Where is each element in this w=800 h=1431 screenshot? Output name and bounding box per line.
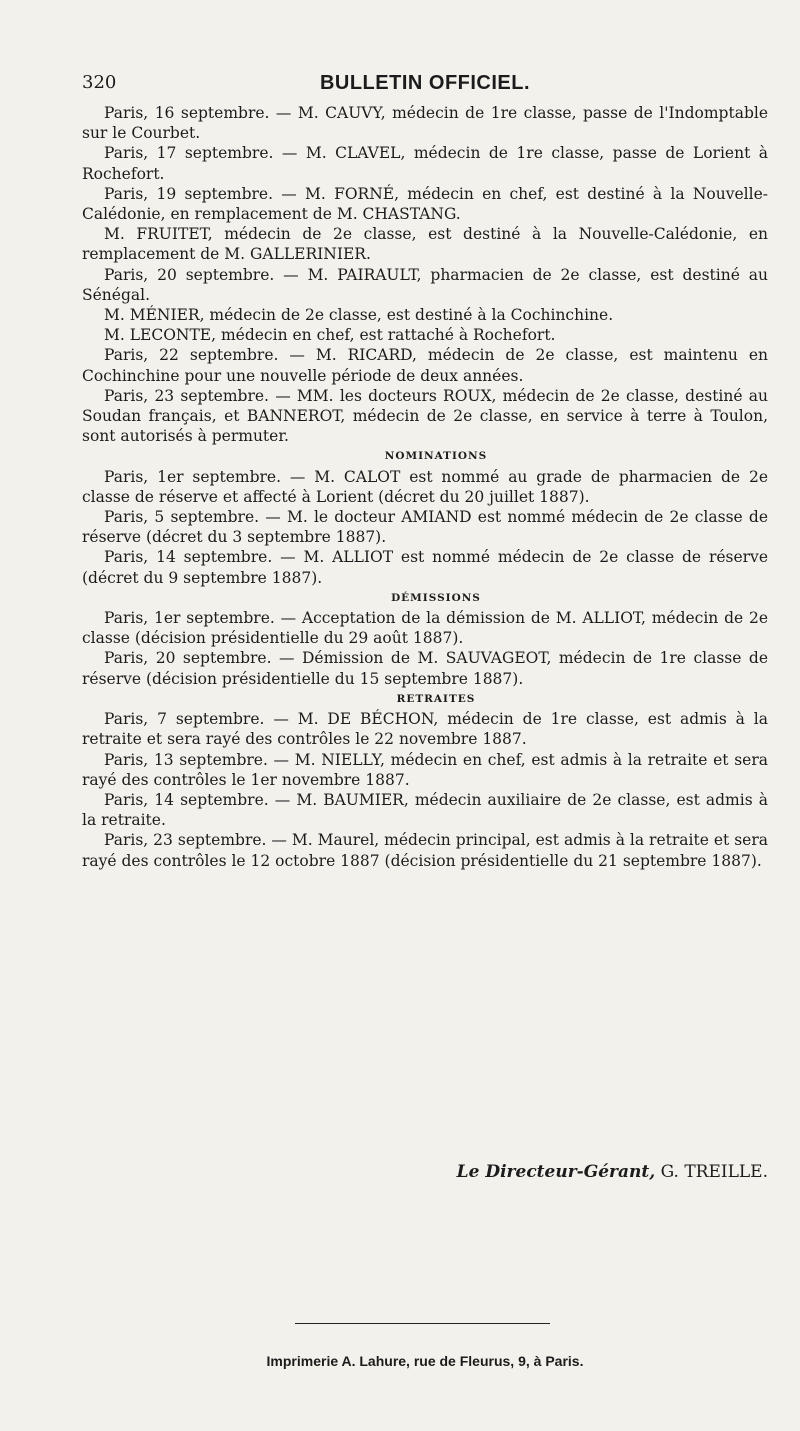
page-number: 320 [82, 72, 117, 93]
paragraph: M. MÉNIER, médecin de 2e classe, est destiné à la Cochinchine. [104, 306, 614, 325]
paragraph: M. LECONTE, médecin en chef, est rattaché à Rochefort. [104, 326, 556, 345]
signature-role: Le Directeur-Gérant, [456, 1162, 656, 1182]
paragraph: Paris, 20 septembre. — Démission de M. SAUVAGEOT, médecin de 1re classe de réserve (décision présidentielle du 15 septembre 1887). [82, 649, 768, 688]
paragraph: Paris, 16 septembre. — M. CAUVY, médecin de 1re classe, passe de l'Indomptable sur le Courbet. [82, 104, 768, 143]
intro-block [82, 103, 768, 446]
paragraph: Paris, 19 septembre. — M. FORNÉ, médecin en chef, est destiné à la Nouvelle-Calédonie, en remplacement de M. CHASTANG. [82, 184, 768, 224]
imprint: Imprimerie A. Lahure, rue de Fleurus, 9, à Paris. [266, 1353, 584, 1369]
running-title: BULLETIN OFFICIEL. [319, 71, 531, 94]
paragraph: M. FRUITET, médecin de 2e classe, est destiné à la Nouvelle-Calédonie, en remplacement de M. GALLERINIER. [82, 225, 768, 264]
paragraph: Paris, 1er septembre. — M. CALOT est nommé au grade de pharmacien de 2e classe de réserve et affecté à Lorient (décret du 20 juillet 1887). [82, 467, 768, 506]
paragraph: Paris, 7 septembre. — M. DE BÉCHON, médecin de 1re classe, est admis à la retraite et sera rayé des contrôles le 22 novembre 1887. [82, 710, 768, 749]
section-title: RETRAITES [396, 692, 476, 705]
section-demissions [82, 588, 768, 689]
paragraph: Paris, 5 septembre. — M. le docteur AMIAND est nommé médecin de 2e classe de réserve (décret du 3 septembre 1887). [82, 508, 768, 547]
section-title: NOMINATIONS [384, 450, 488, 463]
paragraph: Paris, 22 septembre. — M. RICARD, médecin de 2e classe, est maintenu en Cochinchine pour une nouvelle période de deux années. [82, 346, 768, 385]
footer-rule [295, 1323, 550, 1324]
paragraph: Paris, 23 septembre. — MM. les docteurs ROUX, médecin de 2e classe, destiné au Soudan français, et BANNEROT, médecin de 2e classe, en service à terre à Toulon, sont autorisés à permuter. [82, 386, 768, 446]
paragraph: Paris, 14 septembre. — M. ALLIOT est nommé médecin de 2e classe de réserve (décret du 9 septembre 1887). [82, 548, 768, 587]
paragraph: Paris, 13 septembre. — M. NIELLY, médecin en chef, est admis à la retraite et sera rayé des contrôles le 1er novembre 1887. [82, 750, 768, 789]
section-retraites [82, 689, 768, 871]
page-header [82, 70, 768, 96]
section-title: DÉMISSIONS [391, 591, 481, 604]
paragraph: Paris, 14 septembre. — M. BAUMIER, médecin auxiliaire de 2e classe, est admis à la retraite. [82, 790, 768, 830]
paragraph: Paris, 17 septembre. — M. CLAVEL, médecin de 1re classe, passe de Lorient à Rochefort. [82, 144, 768, 183]
signature-name: G. TREILLE. [660, 1162, 768, 1182]
paragraph: Paris, 1er septembre. — Acceptation de la démission de M. ALLIOT, médecin de 2e classe (décision présidentielle du 29 août 1887). [82, 609, 768, 648]
body-text [82, 103, 768, 871]
signature [82, 1162, 768, 1182]
section-nominations [82, 446, 768, 587]
paragraph: Paris, 23 septembre. — M. Maurel, médecin principal, est admis à la retraite et sera rayé des contrôles le 12 octobre 1887 (décision présidentielle du 21 septembre 1887). [82, 831, 768, 870]
paragraph: Paris, 20 septembre. — M. PAIRAULT, pharmacien de 2e classe, est destiné au Sénégal. [82, 265, 768, 304]
